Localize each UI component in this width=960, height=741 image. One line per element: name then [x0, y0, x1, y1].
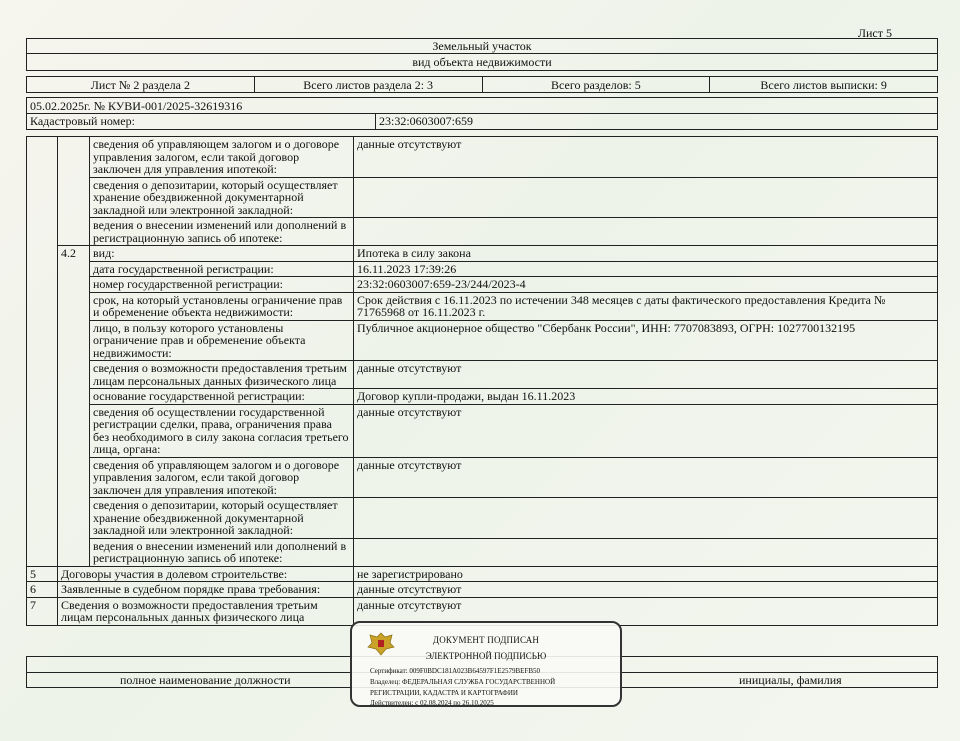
row-value: Договор купли-продажи, выдан 16.11.2023 [354, 389, 938, 405]
row-value: данные отсутствуют [354, 582, 938, 598]
table-row [27, 177, 938, 218]
subsection-number: 4.2 [58, 246, 90, 567]
row-value: 23:32:0603007:659-23/244/2023-4 [354, 277, 938, 293]
section-number: 6 [27, 582, 58, 598]
cadastral-value: 23:32:0603007:659 [379, 114, 474, 128]
object-subtitle: вид объекта недвижимости [26, 54, 938, 71]
table-row [27, 137, 938, 178]
name-label: инициалы, фамилия [739, 673, 842, 687]
row-label: вид: [90, 246, 354, 262]
stamp-line2: ЭЛЕКТРОННОЙ ПОДПИСЬЮ [425, 651, 547, 661]
table-row [27, 566, 938, 582]
row-label: сведения о депозитарии, который осуществляет хранение обездвиженной документарной закладной или электронной закладной: [90, 498, 354, 539]
table-row [27, 292, 938, 320]
total-sections: Всего разделов: 5 [483, 77, 711, 92]
row-value: Ипотека в силу закона [354, 246, 938, 262]
table-row [27, 582, 938, 598]
table-row [27, 389, 938, 405]
stamp-owner2: РЕГИСТРАЦИИ, КАДАСТРА И КАРТОГРАФИИ [370, 689, 518, 697]
row-label: срок, на который установлены ограничение прав и обременение объекта недвижимости: [90, 292, 354, 320]
table-row [27, 218, 938, 246]
position-label: полное наименование должности [120, 673, 291, 687]
table-row [27, 538, 938, 566]
row-value [354, 498, 938, 539]
stamp-line1: ДОКУМЕНТ ПОДПИСАН [432, 635, 540, 645]
total-sheets-section: Всего листов раздела 2: 3 [255, 77, 483, 92]
sheet-number: Лист 5 [857, 26, 892, 40]
table-row [27, 320, 938, 361]
row-label: сведения об управляющем залогом и о договоре управления залогом, если такой договор заключен для управления ипотекой: [90, 137, 354, 178]
row-value: Срок действия с 16.11.2023 по истечении 348 месяцев с даты фактического предоставления Кредита № 71765968 от 16.11.2023 г. [354, 292, 938, 320]
row-label: лицо, в пользу которого установлены ограничение прав и обременение объекта недвижимости: [90, 320, 354, 361]
encumbrance-table [26, 136, 938, 626]
row-value: данные отсутствуют [354, 137, 938, 178]
row-label: сведения об осуществлении государственной регистрации сделки, права, ограничения права без необходимого в силу закона согласия третьего лица, органа: [90, 404, 354, 457]
row-value: данные отсутствуют [354, 404, 938, 457]
stamp-certificate: Сертификат: 009F0BDC181A023B64597F1E2579BEFB50 [370, 667, 541, 675]
total-sheets-extract: Всего листов выписки: 9 [760, 78, 887, 92]
stamp-owner: Владелец: ФЕДЕРАЛЬНАЯ СЛУЖБА ГОСУДАРСТВЕННОЙ [370, 678, 556, 686]
row-label: номер государственной регистрации: [90, 277, 354, 293]
table-row [27, 361, 938, 389]
section-number: 7 [27, 597, 58, 625]
e-signature-stamp [350, 621, 622, 707]
row-value: 16.11.2023 17:39:26 [354, 261, 938, 277]
object-title: Земельный участок [26, 38, 938, 54]
row-value: данные отсутствуют [354, 457, 938, 498]
row-label: основание государственной регистрации: [90, 389, 354, 405]
row-value: не зарегистрировано [354, 566, 938, 582]
table-row [27, 498, 938, 539]
section-number-cell [27, 137, 58, 567]
row-label: Сведения о возможности предоставления третьим лицам персональных данных физического лица [58, 597, 354, 625]
subsection-number-cell [58, 137, 90, 246]
row-label: Заявленные в судебном порядке права требования: [58, 582, 354, 598]
table-row [27, 457, 938, 498]
meta-row [26, 76, 938, 93]
row-value: данные отсутствуют [354, 361, 938, 389]
row-label: ведения о внесении изменений или дополнений в регистрационную запись об ипотеке: [90, 218, 354, 246]
row-label: дата государственной регистрации: [90, 261, 354, 277]
extract-number: 05.02.2025г. № КУВИ-001/2025-32619316 [26, 97, 938, 114]
table-row [27, 404, 938, 457]
cadastral-label: Кадастровый номер: [27, 114, 376, 129]
row-label: сведения об управляющем залогом и о договоре управления залогом, если такой договор заключен для управления ипотекой: [90, 457, 354, 498]
table-row [27, 261, 938, 277]
cadastral-row [26, 114, 938, 130]
row-value [354, 538, 938, 566]
sheet-section: Лист № 2 раздела 2 [27, 77, 255, 92]
row-value [354, 177, 938, 218]
section-number: 5 [27, 566, 58, 582]
table-row [27, 246, 938, 262]
row-label: сведения о депозитарии, который осуществляет хранение обездвиженной документарной закладной или электронной закладной: [90, 177, 354, 218]
row-value: Публичное акционерное общество "Сбербанк России", ИНН: 7707083893, ОГРН: 1027700132195 [354, 320, 938, 361]
row-value [354, 218, 938, 246]
table-row [27, 277, 938, 293]
stamp-valid: Действителен: с 02.08.2024 по 26.10.2025 [370, 699, 494, 707]
row-label: ведения о внесении изменений или дополнений в регистрационную запись об ипотеке: [90, 538, 354, 566]
row-label: сведения о возможности предоставления третьим лицам персональных данных физического лица [90, 361, 354, 389]
row-value: данные отсутствуют [354, 597, 938, 625]
row-label: Договоры участия в долевом строительстве: [58, 566, 354, 582]
